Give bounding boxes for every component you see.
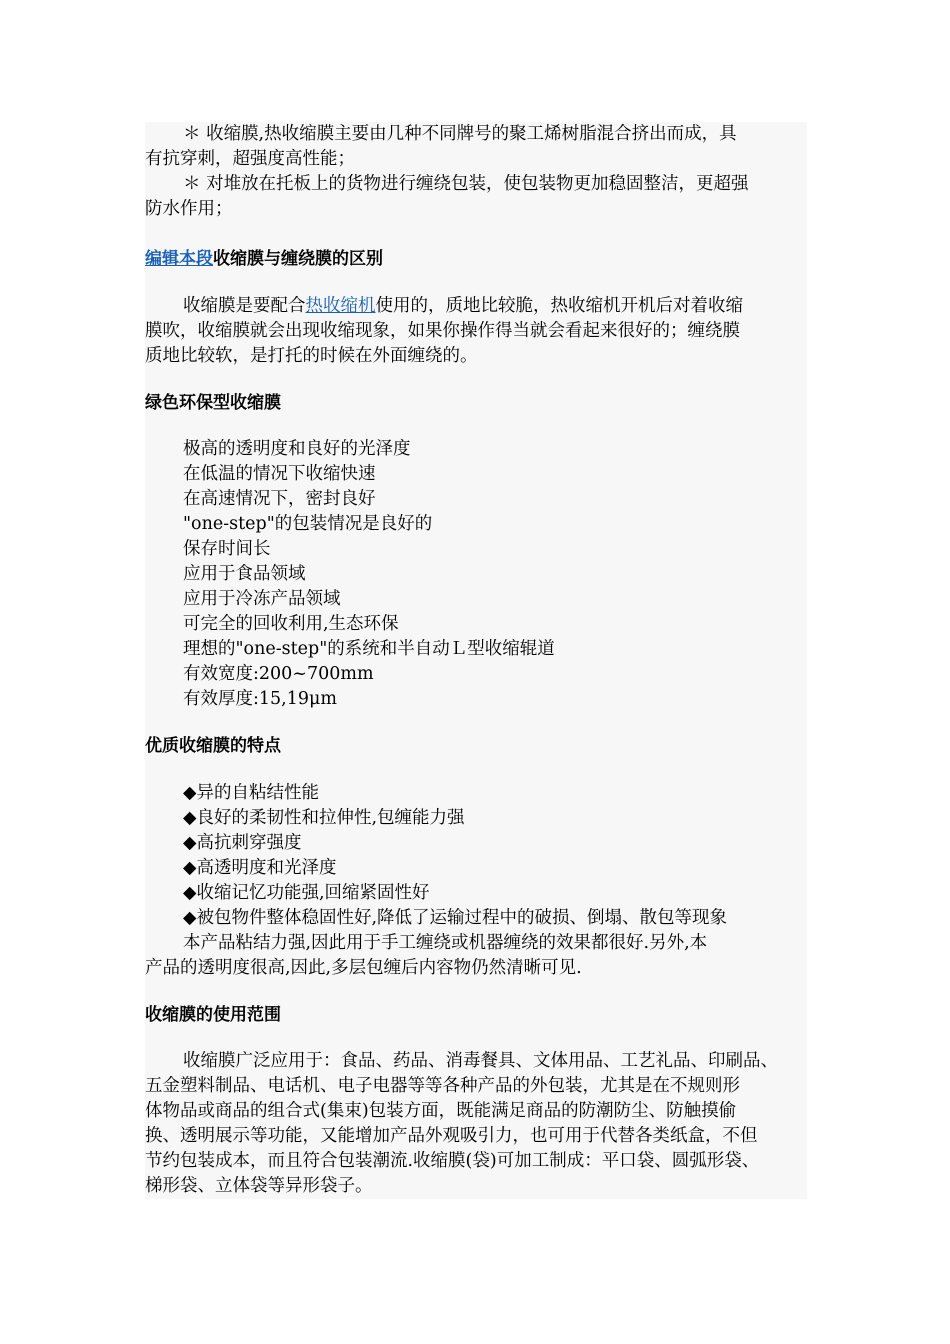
difference-paragraph xyxy=(145,294,807,369)
paragraph-line: 膜吹，收缩膜就会出现收缩现象，如果你操作得当就会看起来很好的；缠绕膜 xyxy=(145,321,740,341)
list-item: ◆良好的柔韧性和拉伸性,包缠能力强 xyxy=(183,808,465,828)
list-item: 应用于食品领域 xyxy=(183,564,306,584)
list-item: 在高速情况下，密封良好 xyxy=(183,489,376,509)
intro-line: ＊ 对堆放在托板上的货物进行缠绕包装，使包装物更加稳固整洁，更超强 xyxy=(183,174,749,194)
section-title: 优质收缩膜的特点 xyxy=(145,736,281,756)
list-item: 有效厚度:15,19μm xyxy=(183,689,337,709)
paragraph-line: 节约包装成本，而且符合包装潮流.收缩膜(袋)可加工制成：平口袋、圆弧形袋、 xyxy=(145,1151,760,1171)
section-title: 收缩膜与缠绕膜的区别 xyxy=(213,249,383,269)
paragraph-line: 本产品粘结力强,因此用于手工缠绕或机器缠绕的效果都很好.另外,本 xyxy=(183,933,708,953)
intro-section xyxy=(145,122,807,222)
list-item: ◆高透明度和光泽度 xyxy=(183,858,337,878)
text-run: 使用的，质地比较脆，热收缩机开机后对着收缩 xyxy=(375,296,743,316)
paragraph-line: 收缩膜广泛应用于：食品、药品、消毒餐具、文体用品、工艺礼品、印刷品、 xyxy=(183,1051,778,1071)
list-item: 保存时间长 xyxy=(183,539,271,559)
paragraph-line: 梯形袋、立体袋等异形袋子。 xyxy=(145,1176,373,1196)
list-item: 应用于冷冻产品领域 xyxy=(183,589,341,609)
list-item: ◆收缩记忆功能强,回缩紧固性好 xyxy=(183,883,430,903)
list-item: ◆异的自粘结性能 xyxy=(183,783,319,803)
paragraph-line: 质地比较软，是打托的时候在外面缠绕的。 xyxy=(145,346,478,366)
paragraph-line: 体物品或商品的组合式(集束)包装方面，既能满足商品的防潮防尘、防触摸偷 xyxy=(145,1101,737,1121)
list-item: ◆被包物件整体稳固性好,降低了运输过程中的破损、倒塌、散包等现象 xyxy=(183,908,728,928)
intro-line: ＊ 收缩膜,热收缩膜主要由几种不同牌号的聚工烯树脂混合挤出而成，具 xyxy=(183,124,737,144)
paragraph-line xyxy=(145,294,807,319)
text-run: 收缩膜是要配合 xyxy=(183,296,306,316)
usage-section-heading xyxy=(145,1003,807,1028)
section-heading xyxy=(145,247,807,272)
paragraph-line: 换、透明展示等功能，又能增加产品外观吸引力，也可用于代替各类纸盒，不但 xyxy=(145,1126,758,1146)
section-title: 收缩膜的使用范围 xyxy=(145,1005,281,1025)
list-item: 有效宽度:200~700mm xyxy=(183,664,374,684)
green-features-list xyxy=(145,437,807,712)
list-item: ◆高抗刺穿强度 xyxy=(183,833,302,853)
difference-section xyxy=(145,247,807,272)
quality-features-list xyxy=(145,781,807,981)
intro-line: 有抗穿刺，超强度高性能； xyxy=(145,149,355,169)
intro-line: 防水作用； xyxy=(145,199,233,219)
document-content xyxy=(145,122,807,1199)
list-item: 理想的"one-step"的系统和半自动Ｌ型收缩辊道 xyxy=(183,639,555,659)
paragraph-line: 五金塑料制品、电话机、电子电器等等各种产品的外包装，尤其是在不规则形 xyxy=(145,1076,740,1096)
green-section-heading xyxy=(145,391,807,416)
heat-shrink-machine-link[interactable]: 热收缩机 xyxy=(305,296,376,316)
list-item: "one-step"的包装情况是良好的 xyxy=(183,514,433,534)
section-title: 绿色环保型收缩膜 xyxy=(145,393,281,413)
list-item: 极高的透明度和良好的光泽度 xyxy=(183,439,411,459)
paragraph-line: 产品的透明度很高,因此,多层包缠后内容物仍然清晰可见. xyxy=(145,958,582,978)
quality-section-heading xyxy=(145,734,807,759)
list-item: 在低温的情况下收缩快速 xyxy=(183,464,376,484)
edit-section-link[interactable]: 编辑本段 xyxy=(145,249,213,269)
usage-paragraph xyxy=(145,1049,807,1199)
list-item: 可完全的回收利用,生态环保 xyxy=(183,614,399,634)
